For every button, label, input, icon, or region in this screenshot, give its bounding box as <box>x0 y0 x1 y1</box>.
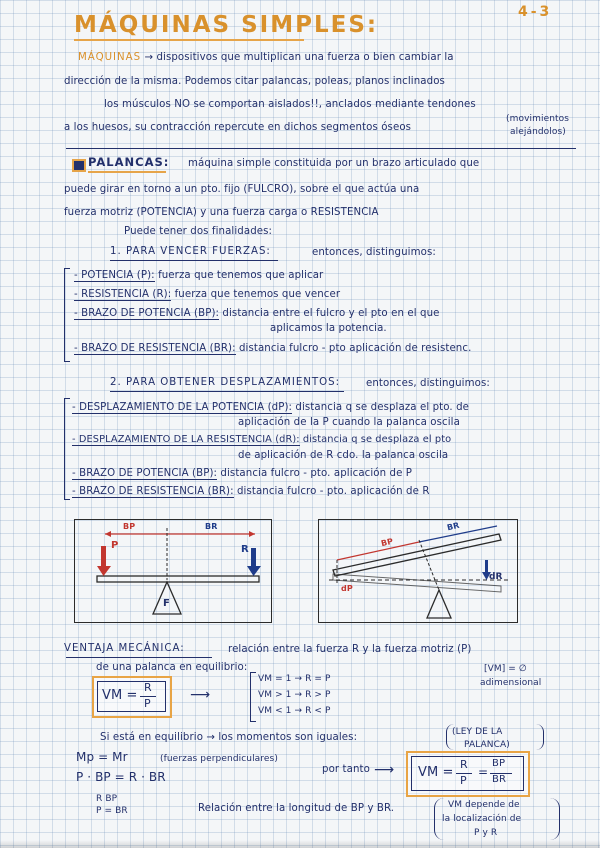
s2-item-dp-cont: aplicación de la P cuando la palanca oscila <box>238 417 460 428</box>
title-underline <box>74 39 304 41</box>
intro-line-3: los músculos NO se comportan aislados!!, anclados mediante tendones <box>104 99 476 110</box>
vm-final-b-num: BP <box>492 758 506 769</box>
section1-heading: 1. PARA VENCER FUERZAS: <box>110 246 271 257</box>
s1-item-brazo-potencia-cont: aplicamos la potencia. <box>270 323 387 334</box>
depende-2: la localización de <box>442 814 522 824</box>
intro-line-1: MÁQUINAS → dispositivos que multiplican una fuerza o bien cambiar la <box>78 52 454 63</box>
palancas-underline <box>88 171 166 173</box>
vm-formula-box <box>92 676 172 718</box>
vm-final-box <box>406 751 530 797</box>
ratio-line-2: P = BR <box>96 806 128 816</box>
case-equal: VM = 1 → R = P <box>258 674 331 684</box>
right-bp-label: BP <box>380 536 395 549</box>
page-number: 4-3 <box>518 4 553 20</box>
moment-equation: P · BP = R · BR <box>76 770 166 784</box>
ventaja-note-2: adimensional <box>480 678 542 688</box>
left-br-label: BR <box>205 522 218 531</box>
palancas-def-4: Puede tener dos finalidades: <box>124 226 273 237</box>
vm-den: P <box>144 697 151 710</box>
palancas-heading: PALANCAS: <box>88 155 170 169</box>
arrow-right-icon: ⟶ <box>190 687 211 703</box>
section-divider <box>66 148 576 149</box>
por-tanto-text: por tanto <box>322 764 370 775</box>
intro-line-2: dirección de la misma. Podemos citar palancas, poleas, planos inclinados <box>64 76 445 87</box>
ley-text-1: (LEY DE LA <box>452 727 503 737</box>
s1-item-potencia: - POTENCIA (P): fuerza que tenemos que aplicar <box>74 270 324 281</box>
cases-bracket <box>250 672 256 722</box>
equilibrium-text: Si está en equilibrio → los momentos son iguales: <box>100 732 358 743</box>
vm-num: R <box>144 681 152 694</box>
left-p-label: P <box>111 540 119 551</box>
ley-parentheses <box>446 724 544 750</box>
intro-note-b: alejándolos) <box>510 127 566 137</box>
arrow-right-icon-2: ⟶ <box>374 762 395 778</box>
left-f-label: F <box>163 598 170 609</box>
ventaja-def-1: relación entre la fuerza R y la fuerza motriz (P) <box>228 644 472 655</box>
ratio-line-1: R BP <box>96 794 118 804</box>
vm-final-rp-den: P <box>460 774 467 787</box>
section2-underline <box>110 391 344 392</box>
s2-item-dp: - DESPLAZAMIENTO DE LA POTENCIA (dP): distancia q se desplaza el pto. de <box>72 402 470 413</box>
s1-item-resistencia: - RESISTENCIA (R): fuerza que tenemos que vencer <box>74 289 341 300</box>
s2-item-dr: - DESPLAZAMIENTO DE LA RESISTENCIA (dR): distancia q se desplaza el pto <box>72 434 452 445</box>
case-greater: VM > 1 → R > P <box>258 690 331 700</box>
relacion-text: Relación entre la longitud de BP y BR. <box>198 803 395 814</box>
ventaja-heading: VENTAJA MECÁNICA: <box>64 643 185 654</box>
vm-final-b-den: BR <box>492 774 507 785</box>
ventaja-underline <box>66 657 212 658</box>
lever-right-svg <box>319 520 517 622</box>
bullet-square-icon <box>72 159 86 172</box>
palancas-def-1: máquina simple constituida por un brazo articulado que <box>188 158 480 169</box>
mp-equation: Mp = Mr <box>76 750 128 764</box>
page-title: MÁQUINAS SIMPLES: <box>74 12 379 38</box>
vm-label: VM = <box>102 688 138 703</box>
intro-note-a: (movimientos <box>506 114 570 124</box>
section2-bracket <box>64 398 70 500</box>
section2-intro: entonces, distinguimos: <box>366 378 490 389</box>
ventaja-note-1: [VM] = ∅ <box>484 664 527 674</box>
depende-1: VM depende de <box>448 800 520 810</box>
section1-bracket <box>64 268 70 362</box>
palancas-def-3: fuerza motriz (POTENCIA) y una fuerza carga o RESISTENCIA <box>64 207 379 218</box>
section1-underline <box>110 260 278 261</box>
section2-heading: 2. PARA OBTENER DESPLAZAMIENTOS: <box>110 377 341 388</box>
s2-item-bp: - BRAZO DE POTENCIA (BP): distancia fulcro - pto. aplicación de P <box>72 468 413 479</box>
depende-3: P y R <box>474 828 498 838</box>
s1-item-brazo-potencia: - BRAZO DE POTENCIA (BP): distancia entre el fulcro y el pto en el que <box>74 308 440 319</box>
perpendicular-note: (fuerzas perpendiculares) <box>160 754 278 764</box>
right-br-label: BR <box>446 520 461 533</box>
case-less: VM < 1 → R < P <box>258 706 331 716</box>
intro-line-4: a los huesos, su contracción repercute en dichos segmentos óseos <box>64 122 412 133</box>
vm-final-equals: = <box>478 765 489 779</box>
vm-final-rp-num: R <box>460 758 468 771</box>
right-dr-label: dR <box>489 572 503 582</box>
lever-left-svg <box>75 520 271 622</box>
lever-diagram-right <box>318 519 518 623</box>
ley-text-2: PALANCA) <box>464 740 510 750</box>
s2-item-br: - BRAZO DE RESISTENCIA (BR): distancia fulcro - pto. aplicación de R <box>72 486 430 497</box>
left-r-label: R <box>241 544 249 555</box>
s2-item-dr-cont: de aplicación de R cdo. la palanca oscila <box>238 450 449 461</box>
left-bp-label: BP <box>123 522 136 531</box>
lever-diagram-left <box>74 519 272 623</box>
vm-final-label: VM = <box>418 765 454 780</box>
section1-intro: entonces, distinguimos: <box>312 247 436 258</box>
ventaja-def-2: de una palanca en equilibrio: <box>96 662 248 673</box>
page-bottom-shadow <box>0 840 600 848</box>
right-dp-label: dP <box>341 584 353 593</box>
depende-parentheses <box>434 798 560 840</box>
s1-item-brazo-resistencia: - BRAZO DE RESISTENCIA (BR): distancia fulcro - pto aplicación de resistenc. <box>74 343 472 354</box>
palancas-def-2: puede girar en torno a un pto. fijo (FULCRO), sobre el que actúa una <box>64 184 420 195</box>
